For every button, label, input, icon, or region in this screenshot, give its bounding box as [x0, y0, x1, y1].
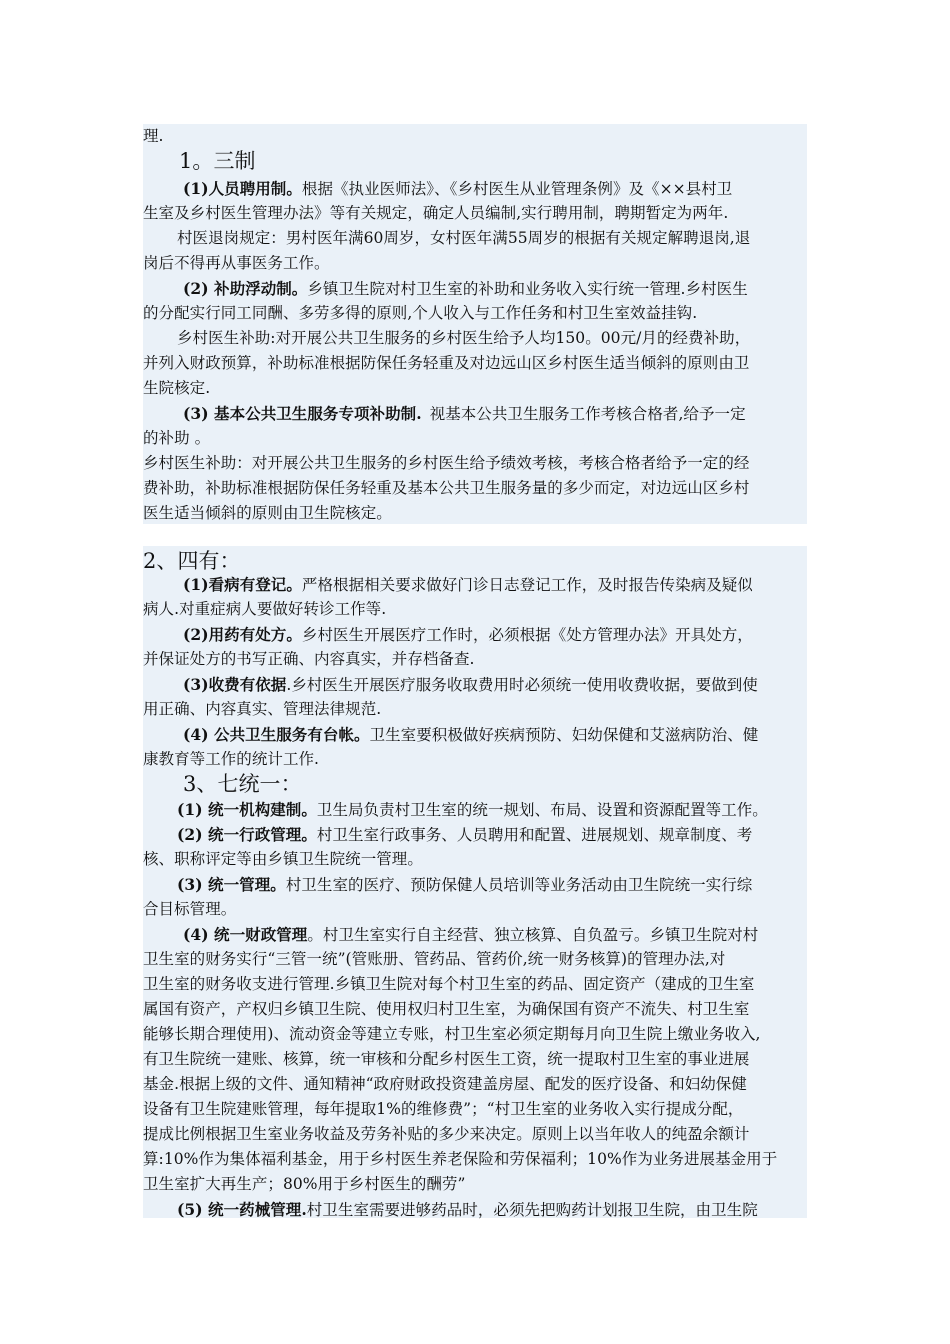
s1-subsidy-cont2: 生院核定. — [143, 379, 211, 397]
s2-item1-text: 严格根据相关要求做好门诊日志登记工作，及时报告传染病及疑似 — [301, 576, 753, 594]
s3-item2-text: 村卫生室行政事务、人员聘用和配置、进展规划、规章制度、考 — [316, 826, 753, 844]
s2-item4-label: (4) 公共卫生服务有台帐。 — [183, 725, 370, 744]
s1-item2 — [143, 276, 853, 301]
s3-item1-label: (1) 统一机构建制。 — [177, 800, 317, 819]
s2-item2-text: 乡村医生开展医疗工作时，必须根据《处方管理办法》开具处方， — [301, 626, 753, 644]
s3-item4-text: 。村卫生室实行自主经营、独立核算、自负盈亏。乡镇卫生院对村 — [307, 926, 759, 944]
s3-item4-cont9: 算:10%作为集体福利基金，用于乡村医生养老保险和劳保福利；10%作为业务进展基金用于 — [143, 1150, 778, 1168]
s2-item1-cont: 病人.对重症病人要做好转诊工作等. — [143, 600, 387, 618]
s3-item4-cont4: 能够长期合理使用)、流动资金等建立专账，村卫生室必须定期每月向卫生院上缴业务收入, — [143, 1025, 761, 1043]
s2-item2-label: (2)用药有处方。 — [183, 625, 302, 644]
s1-subsidy2-cont2: 医生适当倾斜的原则由卫生院核定。 — [143, 504, 392, 522]
s3-item1 — [143, 797, 847, 822]
s2-item3-cont: 用正确、内容真实、管理法律规范. — [143, 700, 382, 718]
s3-item5 — [143, 1197, 847, 1222]
s1-item2-label: (2) 补助浮动制。 — [183, 279, 308, 298]
s3-item2-cont: 核、职称评定等由乡镇卫生院统一管理。 — [143, 850, 423, 868]
s2-item2-cont: 并保证处方的书写正确、内容真实，并存档备查. — [143, 650, 475, 668]
section2-title: 2、四有： — [143, 549, 241, 573]
s1-item3 — [143, 401, 853, 426]
s3-item4-cont2: 卫生室的财务收支进行管理.乡镇卫生院对每个村卫生室的药品、固定资产（建成的卫生室 — [143, 975, 755, 993]
s1-subsidy-text: 乡村医生补助:对开展公共卫生服务的乡村医生给予人均150。00元/月的经费补助， — [177, 329, 751, 347]
s2-item3-label: (3)收费有依据 — [183, 675, 287, 694]
s1-item2-text: 乡镇卫生院对村卫生室的补助和业务收入实行统一管理.乡村医生 — [307, 280, 748, 298]
s3-item4-cont10: 卫生室扩大再生产；80%用于乡村医生的酬劳” — [143, 1175, 466, 1193]
s2-item1 — [143, 572, 853, 597]
s3-item2-label: (2) 统一行政管理。 — [177, 825, 317, 844]
s3-item3-label: (3) 统一管理。 — [177, 875, 286, 894]
s2-item3 — [143, 672, 853, 697]
s1-subsidy2-cont1: 费补助，补助标准根据防保任务轻重及基本公共卫生服务量的多少而定，对边远山区乡村 — [143, 479, 750, 497]
s3-item5-label: (5) 统一药械管理. — [177, 1200, 307, 1219]
s3-item4-cont7: 设备有卫生院建账管理，每年提取1%的维修费”；“村卫生室的业务收入实行提成分配， — [143, 1100, 744, 1118]
s3-item1-text: 卫生局负责村卫生室的统一规划、布局、设置和资源配置等工作。 — [316, 801, 768, 819]
s1-retire-cont: 岗后不得再从事医务工作。 — [143, 254, 330, 272]
s2-item4 — [143, 722, 853, 747]
s1-subsidy2-text: 乡村医生补助：对开展公共卫生服务的乡村医生给予绩效考核，考核合格者给予一定的经 — [143, 454, 750, 472]
section1-title: 1。三制 — [179, 149, 256, 173]
s1-item3-label: (3) 基本公共卫生服务专项补助制. — [183, 404, 422, 423]
s3-item4-cont1: 卫生室的财务实行“三管一统”(管账册、管药品、管药价,统一财务核算)的管理办法,对 — [143, 950, 726, 968]
s1-item3-text: 视基本公共卫生服务工作考核合格者,给予一定 — [429, 405, 746, 423]
s3-item3-text: 村卫生室的医疗、预防保健人员培训等业务活动由卫生院统一实行综 — [285, 876, 753, 894]
s2-item3-text: .乡村医生开展医疗服务收取费用时必须统一使用收费收据，要做到使 — [286, 676, 758, 694]
s3-item4-label: (4) 统一财政管理 — [183, 925, 308, 944]
s1-item2-cont: 的分配实行同工同酬、多劳多得的原则,个人收入与工作任务和村卫生室效益挂钩. — [143, 304, 698, 322]
s3-item5-text: 村卫生室需要进够药品时，必须先把购药计划报卫生院，由卫生院 — [306, 1201, 758, 1219]
section3-title: 3、七统一： — [183, 772, 302, 796]
s3-item4-cont3: 属国有资产，产权归乡镇卫生院、使用权归村卫生室，为确保国有资产不流失、村卫生室 — [143, 1000, 750, 1018]
s1-item1-cont: 生室及乡村医生管理办法》等有关规定，确定人员编制,实行聘用制，聘期暂定为两年. — [143, 204, 729, 222]
s3-item4-cont6: 基金.根据上级的文件、通知精神“政府财政投资建盖房屋、配发的医疗设备、和妇幼保健 — [143, 1075, 747, 1093]
s3-item4-cont8: 提成比例根据卫生室业务收益及劳务补贴的多少来决定。原则上以当年收人的纯盈余额计 — [143, 1125, 750, 1143]
s2-item1-label: (1)看病有登记。 — [183, 575, 302, 594]
s1-item3-cont: 的补助 。 — [143, 429, 211, 447]
s2-item4-text: 卫生室要积极做好疾病预防、妇幼保健和艾滋病防治、健 — [369, 726, 759, 744]
s1-subsidy-cont1: 并列入财政预算，补助标准根据防保任务轻重及对边远山区乡村医生适当倾斜的原则由卫 — [143, 354, 750, 372]
s3-item4 — [143, 922, 853, 947]
s1-retire-text: 村医退岗规定：男村医年满60周岁，女村医年满55周岁的根据有关规定解聘退岗,退 — [177, 229, 751, 247]
s3-item4-cont5: 有卫生院统一建账、核算，统一审核和分配乡村医生工资，统一提取村卫生室的事业进展 — [143, 1050, 750, 1068]
s2-item2 — [143, 622, 853, 647]
s2-item4-cont: 康教育等工作的统计工作. — [143, 750, 320, 768]
s1-item1-label: (1)人员聘用制。 — [183, 179, 302, 198]
s1-item1-text: 根据《执业医师法》、《乡村医生从业管理条例》及《××县村卫 — [301, 180, 733, 198]
s3-item2 — [143, 822, 847, 847]
intro-tail-text: 理. — [143, 127, 164, 145]
s3-item3-cont: 合目标管理。 — [143, 900, 237, 918]
s1-item1 — [143, 176, 853, 201]
s3-item3 — [143, 872, 847, 897]
